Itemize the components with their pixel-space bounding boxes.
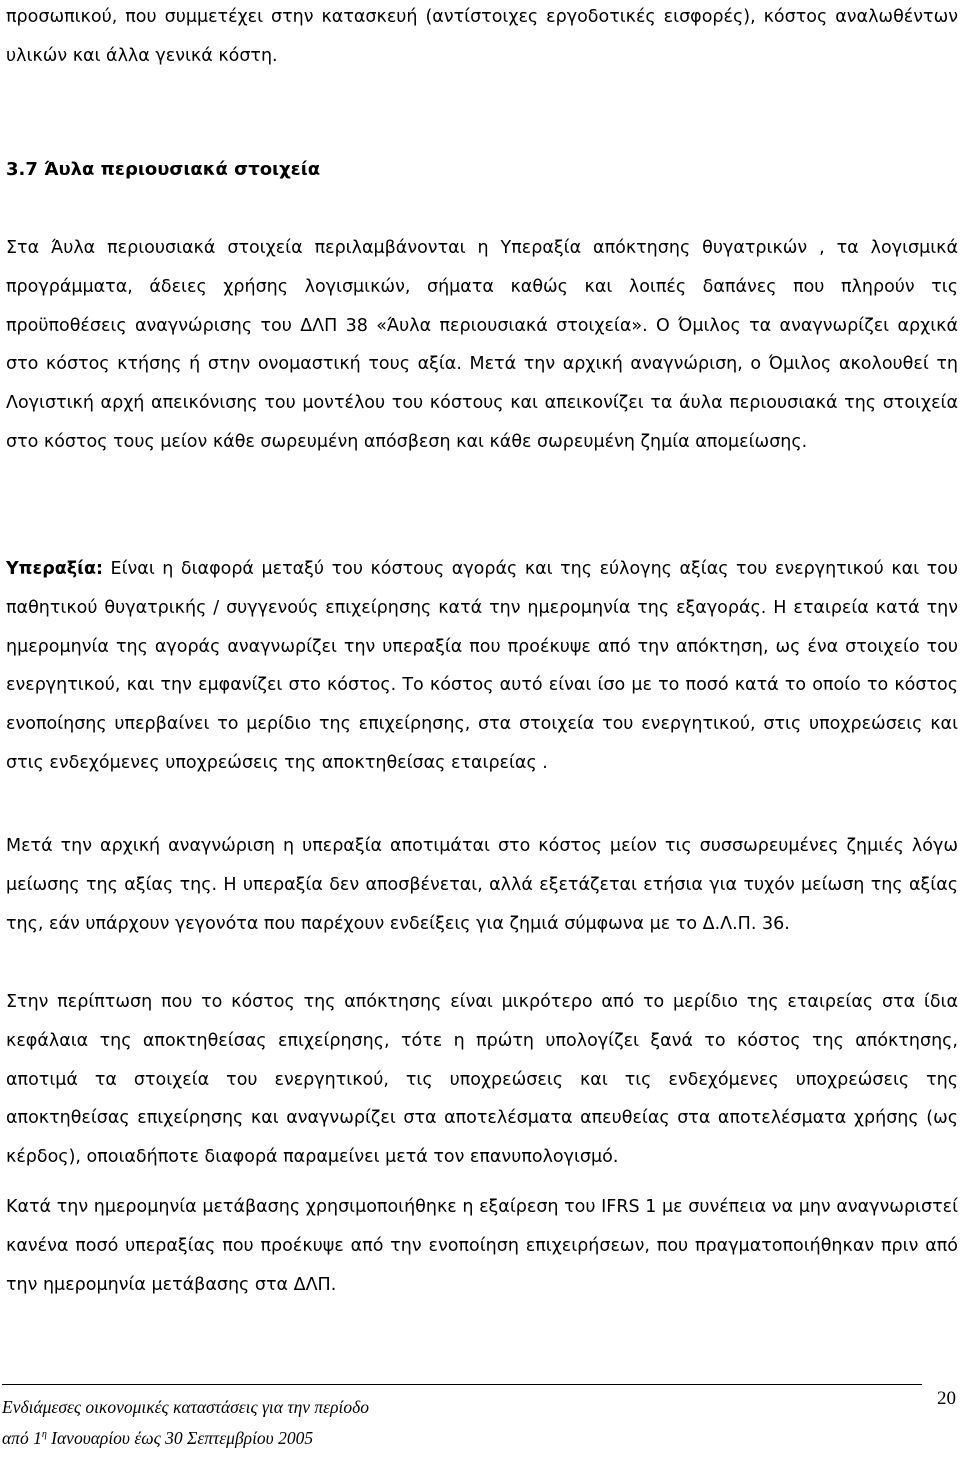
- goodwill-term: Υπεραξία:: [6, 559, 103, 579]
- footer-period-superscript: η: [41, 1429, 47, 1440]
- page-footer: [2, 1384, 958, 1452]
- paragraph-measurement: [6, 827, 958, 943]
- paragraph-goodwill: [6, 550, 958, 783]
- footer-period-prefix: από 1: [2, 1428, 42, 1448]
- paragraph-2: [6, 550, 958, 783]
- footer-line-2: [2, 1421, 958, 1452]
- document-page: [6, 0, 958, 1295]
- footer-line-1: [2, 1388, 958, 1421]
- paragraph-1: Στα Άυλα περιουσιακά στοιχεία περιλαμβάνονται η Υπεραξία απόκτησης θυγατρικών , τα λογισμικά προγράμματα, άδειες χρήσης λογισμικών, σήματα καθώς και λοιπές δαπάνες που πληρούν τις προϋποθέσεις αναγνώρισης του ΔΛΠ 38 «Άυλα περιουσιακά στοιχεία». Ο Όμιλος τα αναγνωρίζει αρχικά στο κόστος κτήσης ή στην ονομαστική τους αξία. Μετά την αρχική αναγνώριση, ο Όμιλος ακολουθεί τη Λογιστική αρχή απεικόνισης του μοντέλου του κόστους και απεικονίζει τα άυλα περιουσιακά της στοιχεία στο κόστος τους μείον κάθε σωρευμένη απόσβεση και κάθε σωρευμένη ζημία απομείωσης.: [6, 238, 958, 452]
- paragraph-4: Στην περίπτωση που το κόστος της απόκτησης είναι μικρότερο από το μερίδιο της εταιρείας στα ίδια κεφάλαια της αποκτηθείσας επιχείρησης, τότε η πρώτη υπολογίζει ξανά το κόστος της απόκτησης, αποτιμά τα στοιχεία του ενεργητικού, τις υποχρεώσεις και τις ενδεχόμενες υποχρεώσεις της αποκτηθείσας επιχείρησης και αναγνωρίζει στα αποτελέσματα απευθείας στα αποτελέσματα χρήσης (ως κέρδος), οποιαδήποτε διαφορά παραμείνει μετά τον επανυπολογισμό.: [6, 992, 958, 1168]
- footer-period-suffix: Ιανουαρίου έως 30 Σεπτεμβρίου 2005: [46, 1428, 314, 1448]
- intro-paragraph: προσωπικού, που συμμετέχει στην κατασκευή (αντίστοιχες εργοδοτικές εισφορές), κόστος αναλωθέντων υλικών και άλλα γενικά κόστη.: [6, 7, 958, 66]
- paragraph-5: Κατά την ημερομηνία μετάβασης χρησιμοποιήθηκε η εξαίρεση του IFRS 1 με συνέπεια να μην αναγνωριστεί κανένα ποσό υπεραξίας που προέκυψε από την ενοποίηση επιχειρήσεων, που πραγματοποιήθηκαν πριν από την ημερομηνία μετάβασης στα ΔΛΠ.: [6, 1197, 958, 1295]
- page-number: 20: [937, 1388, 956, 1409]
- footer-title: Ενδιάμεσες οικονομικές καταστάσεις για την περίοδο: [2, 1397, 369, 1417]
- paragraph-transition: [6, 1188, 958, 1304]
- paragraph-negative-goodwill: [6, 983, 958, 1177]
- footer-divider: [2, 1384, 922, 1385]
- section-heading: 3.7 Άυλα περιουσιακά στοιχεία: [6, 159, 321, 180]
- goodwill-text: Είναι η διαφορά μεταξύ του κόστους αγοράς και της εύλογης αξίας του ενεργητικού και του παθητικού θυγατρικής / συγγενούς επιχείρησης κατά την ημερομηνία της εξαγοράς. Η εταιρεία κατά την ημερομηνία της αγοράς αναγνωρίζει την υπεραξία που προέκυψε από την απόκτηση, ως ένα στοιχείο του ενεργητικού, και την εμφανίζει στο κόστος. Το κόστος αυτό είναι ίσο με το ποσό κατά το οποίο το κόστος ενοποίησης υπερβαίνει το μερίδιο της επιχείρησης, στα στοιχεία του ενεργητικού, στις υποχρεώσεις και στις ενδεχόμενες υποχρεώσεις της αποκτηθείσας εταιρείας .: [6, 559, 958, 773]
- paragraph-intangibles: [6, 229, 958, 462]
- paragraph-3: Μετά την αρχική αναγνώριση η υπεραξία αποτιμάται στο κόστος μείον τις συσσωρευμένες ζημιές λόγω μείωσης της αξίας της. Η υπεραξία δεν αποσβένεται, αλλά εξετάζεται ετήσια για τυχόν μείωση της αξίας της, εάν υπάρχουν γεγονότα που παρέχουν ενδείξεις για ζημιά σύμφωνα με το Δ.Λ.Π. 36.: [6, 836, 958, 934]
